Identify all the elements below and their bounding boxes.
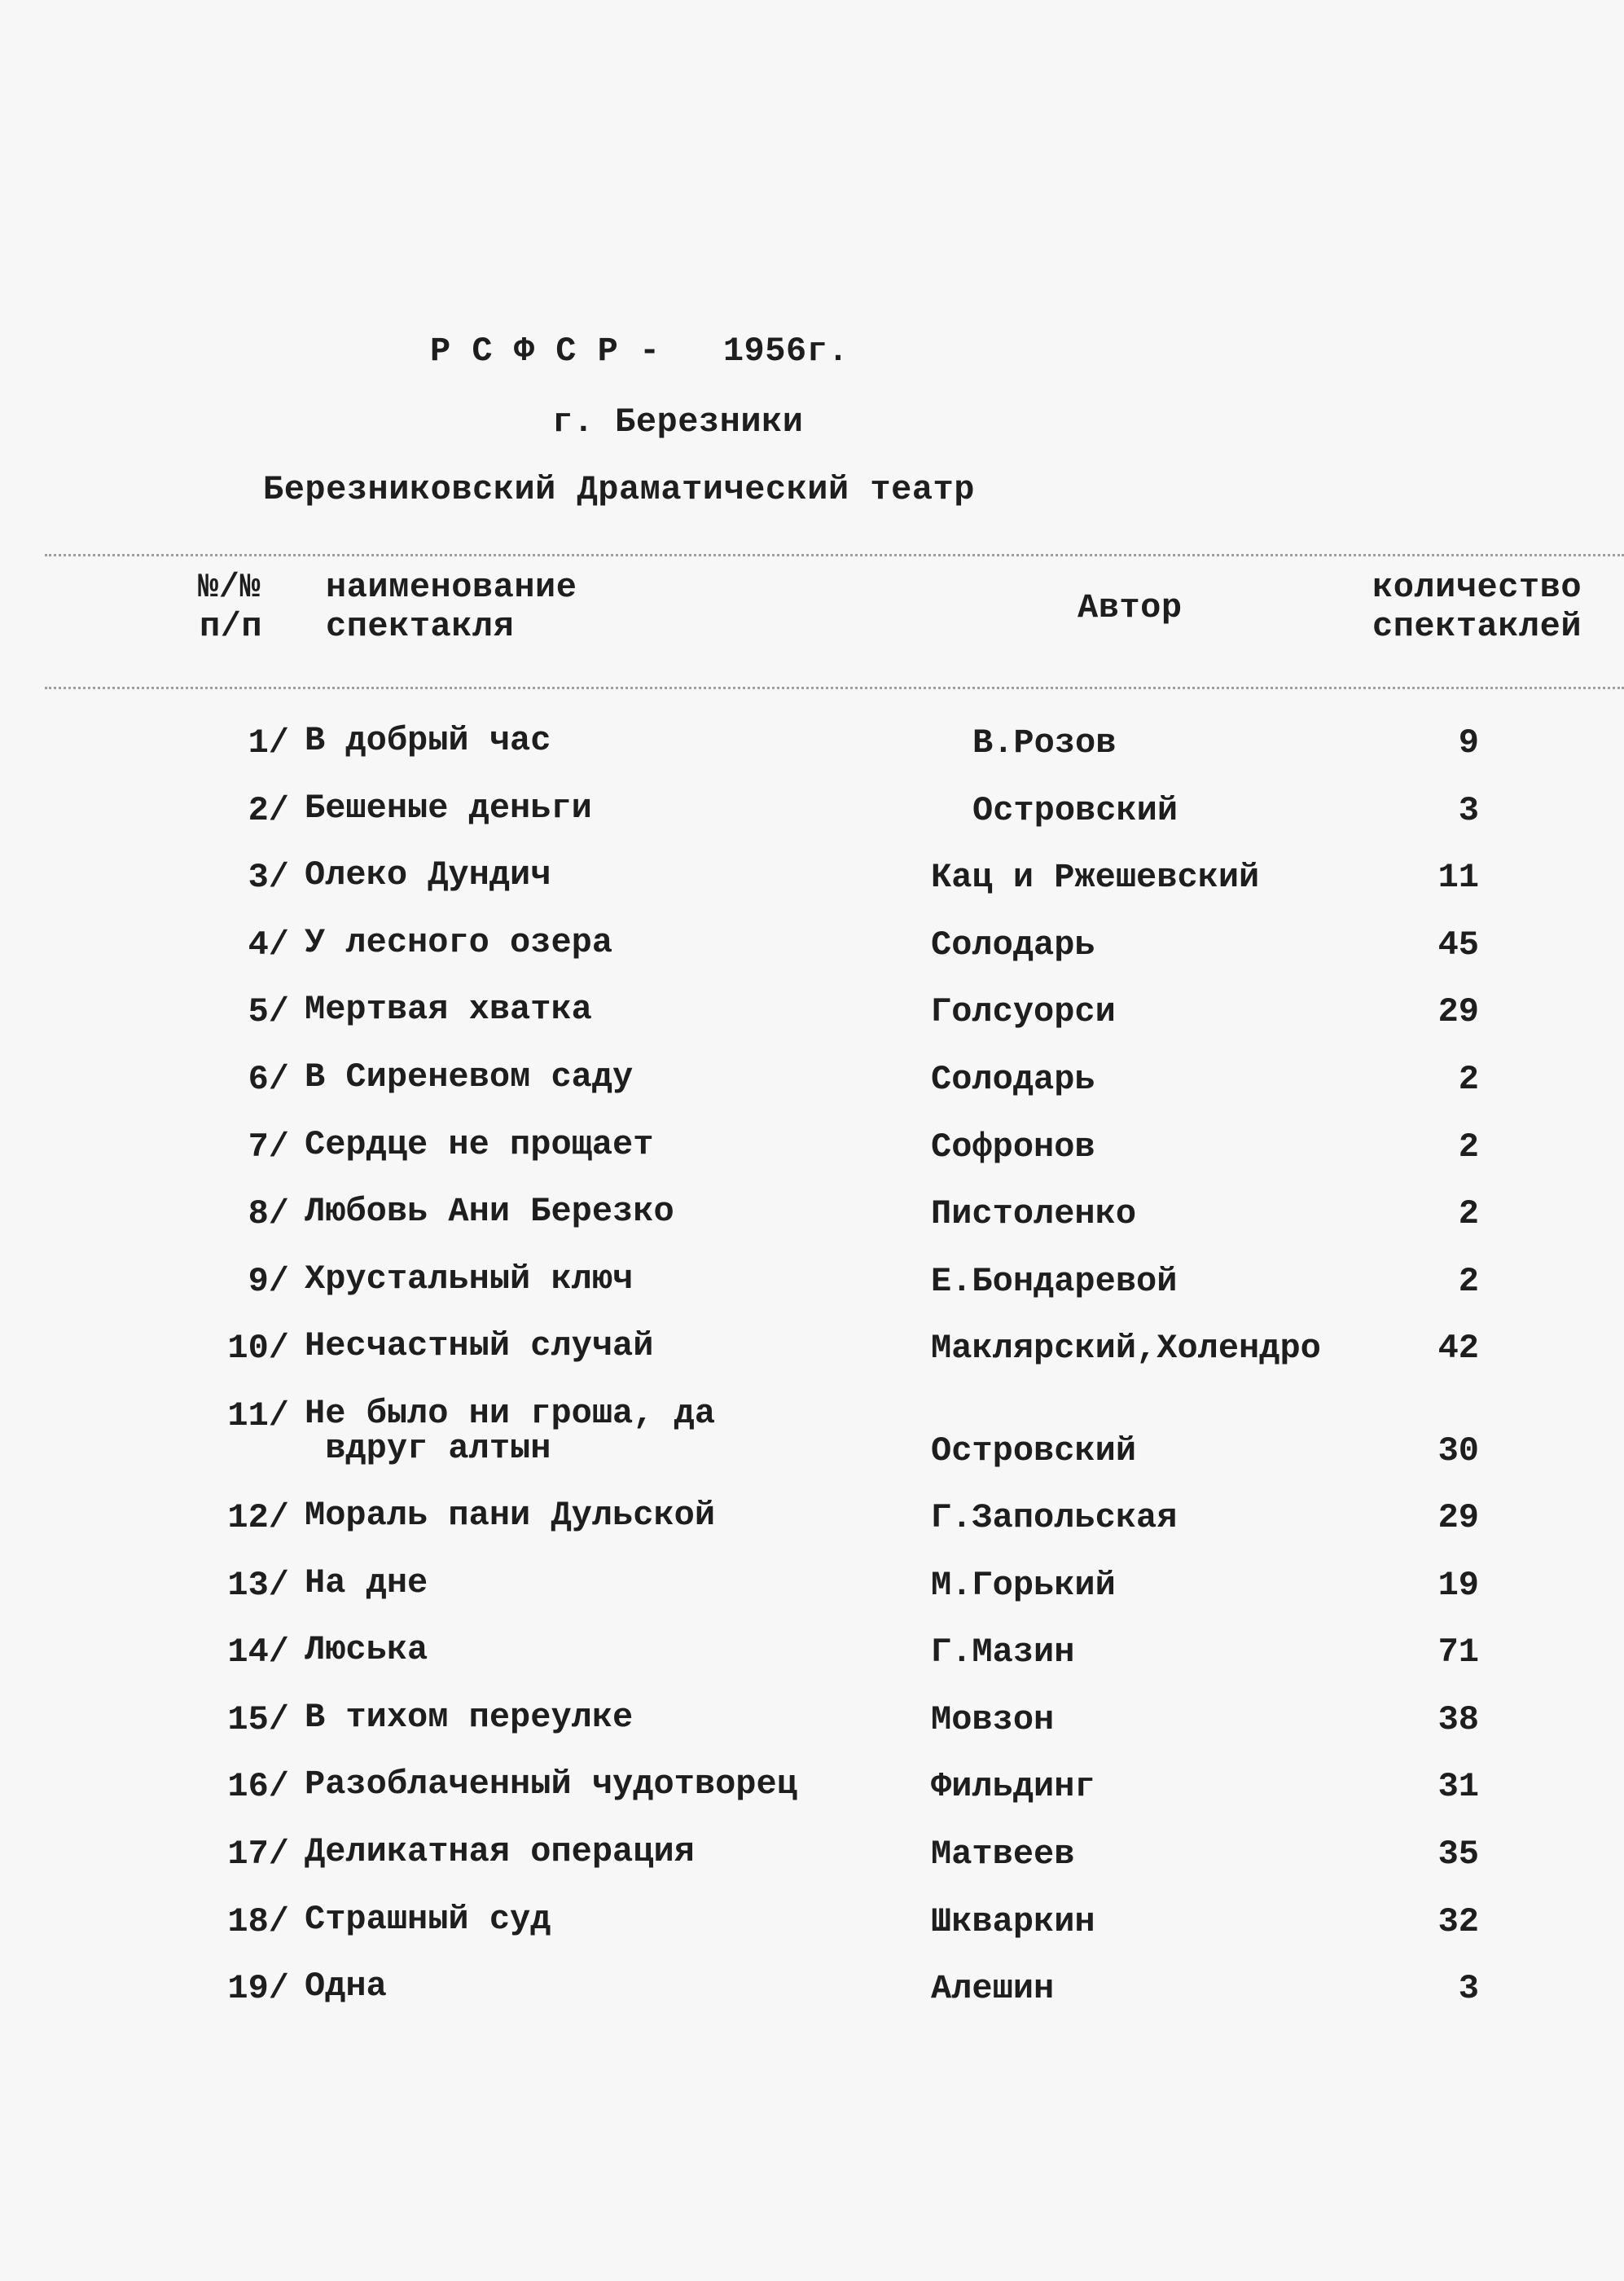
performance-author: М.Горький	[931, 1565, 1116, 1605]
document-heading-city: г. Березники	[552, 402, 804, 442]
table-header-rule	[45, 687, 1624, 689]
performance-count: 30	[1437, 1431, 1479, 1470]
column-header-number-line1: №/№	[198, 568, 261, 607]
performance-title: Любовь Ани Березко	[305, 1192, 674, 1232]
performance-title: Люська	[305, 1630, 428, 1670]
performance-author: Алешин	[931, 1969, 1055, 2009]
performance-author: Софронов	[931, 1127, 1095, 1167]
row-number: 11/	[227, 1395, 289, 1435]
table-row	[0, 1969, 1624, 2037]
performance-author: Кац и Ржешевский	[931, 858, 1260, 898]
performance-author: В.Розов	[972, 723, 1117, 763]
performance-author: Голсуорси	[931, 992, 1116, 1032]
performance-title: В тихом переулке	[305, 1697, 634, 1737]
column-header-count-line2: спектаклей	[1372, 607, 1582, 646]
performance-count: 35	[1437, 1834, 1479, 1874]
row-number: 13/	[227, 1565, 289, 1605]
row-number: 4/	[248, 925, 289, 965]
table-row	[0, 1393, 1624, 1498]
performance-count: 29	[1437, 1497, 1479, 1537]
row-number: 10/	[227, 1329, 289, 1369]
performance-count: 42	[1437, 1329, 1479, 1369]
performance-count: 2	[1458, 1194, 1479, 1234]
performance-count: 45	[1437, 925, 1479, 965]
performance-author: Островский	[972, 790, 1178, 830]
column-header-count-line1: количество	[1372, 568, 1582, 607]
table-top-rule	[45, 554, 1624, 556]
row-number: 3/	[248, 858, 289, 898]
column-header-title-line2: спектакля	[326, 607, 515, 646]
table-row	[0, 922, 1624, 993]
performance-title: В добрый час	[305, 721, 551, 760]
row-number: 5/	[248, 992, 289, 1032]
performance-title: У лесного озера	[305, 922, 613, 962]
performance-title: Не было ни гроша, да вдруг алтын	[305, 1393, 716, 1468]
performance-title: Олеко Дундич	[305, 855, 551, 895]
row-number: 18/	[227, 1901, 289, 1941]
row-number: 19/	[227, 1969, 289, 2009]
performance-title: Мертвая хватка	[305, 990, 592, 1030]
performance-count: 9	[1458, 723, 1479, 763]
performance-author: Г.Мазин	[931, 1633, 1075, 1672]
row-number: 6/	[248, 1059, 289, 1099]
column-header-title-line1: наименование	[326, 568, 577, 607]
performance-count: 2	[1458, 1127, 1479, 1167]
document-heading-republic-year: Р С Ф С Р - 1956г.	[430, 332, 849, 371]
performance-title: Страшный суд	[305, 1899, 551, 1939]
performance-count: 19	[1437, 1565, 1479, 1605]
performance-title: Хрустальный ключ	[305, 1259, 634, 1299]
performance-count: 2	[1458, 1261, 1479, 1301]
performance-author: Мовзон	[931, 1699, 1055, 1739]
performance-count: 3	[1458, 790, 1479, 830]
performance-count: 2	[1458, 1059, 1479, 1099]
row-number: 1/	[248, 723, 289, 763]
performance-count: 38	[1437, 1699, 1479, 1739]
performance-title: Несчастный случай	[305, 1326, 654, 1366]
row-number: 7/	[248, 1127, 289, 1167]
performance-author: Пистоленко	[931, 1194, 1137, 1234]
table-row	[0, 1630, 1624, 1700]
performance-title: Бешеные деньги	[305, 788, 592, 828]
performance-author: Е.Бондаревой	[931, 1261, 1178, 1301]
performance-count: 32	[1437, 1901, 1479, 1941]
table-row	[0, 1697, 1624, 1768]
table-row	[0, 1057, 1624, 1127]
performance-author: Солодарь	[931, 925, 1095, 965]
performance-count: 71	[1437, 1633, 1479, 1672]
row-number: 15/	[227, 1699, 289, 1739]
performance-author: Г.Запольская	[931, 1497, 1178, 1537]
row-number: 8/	[248, 1194, 289, 1234]
row-number: 12/	[227, 1497, 289, 1537]
row-number: 14/	[227, 1633, 289, 1672]
performance-author: Матвеев	[931, 1834, 1075, 1874]
table-row	[0, 1831, 1624, 1902]
performance-count: 29	[1437, 992, 1479, 1032]
table-row	[0, 855, 1624, 925]
column-header-author: Автор	[1078, 588, 1183, 627]
performance-title: Одна	[305, 1967, 387, 2006]
table-row	[0, 1899, 1624, 1970]
performance-title: На дне	[305, 1562, 428, 1602]
row-number: 16/	[227, 1767, 289, 1807]
column-header-number-line2: п/п	[200, 607, 263, 646]
table-row	[0, 1194, 1624, 1262]
table-row	[0, 1326, 1624, 1396]
performance-author: Солодарь	[931, 1059, 1095, 1099]
performance-title: Деликатная операция	[305, 1831, 695, 1871]
performance-title: Мораль пани Дульской	[305, 1495, 716, 1535]
performance-count: 11	[1437, 858, 1479, 898]
performance-author: Шкваркин	[931, 1901, 1095, 1941]
performance-title: Разоблаченный чудотворец	[305, 1765, 797, 1804]
table-row	[0, 1259, 1624, 1329]
document-heading-theatre: Березниковский Драматический театр	[263, 470, 975, 509]
table-row	[0, 992, 1624, 1060]
performance-table	[0, 723, 1624, 2037]
row-number: 2/	[248, 790, 289, 830]
performance-title: Сердце не прощает	[305, 1124, 654, 1164]
table-row	[0, 1124, 1624, 1195]
performance-author: Маклярский,Холендро	[931, 1329, 1321, 1369]
table-row	[0, 1495, 1624, 1566]
row-number: 17/	[227, 1834, 289, 1874]
performance-count: 31	[1437, 1767, 1479, 1807]
performance-title: В Сиреневом саду	[305, 1057, 634, 1097]
performance-count: 3	[1458, 1969, 1479, 2009]
table-row	[0, 1562, 1624, 1633]
performance-author: Островский	[931, 1431, 1137, 1470]
table-row	[0, 788, 1624, 859]
performance-author: Фильдинг	[931, 1767, 1095, 1807]
table-row	[0, 1767, 1624, 1835]
table-row	[0, 723, 1624, 791]
row-number: 9/	[248, 1261, 289, 1301]
